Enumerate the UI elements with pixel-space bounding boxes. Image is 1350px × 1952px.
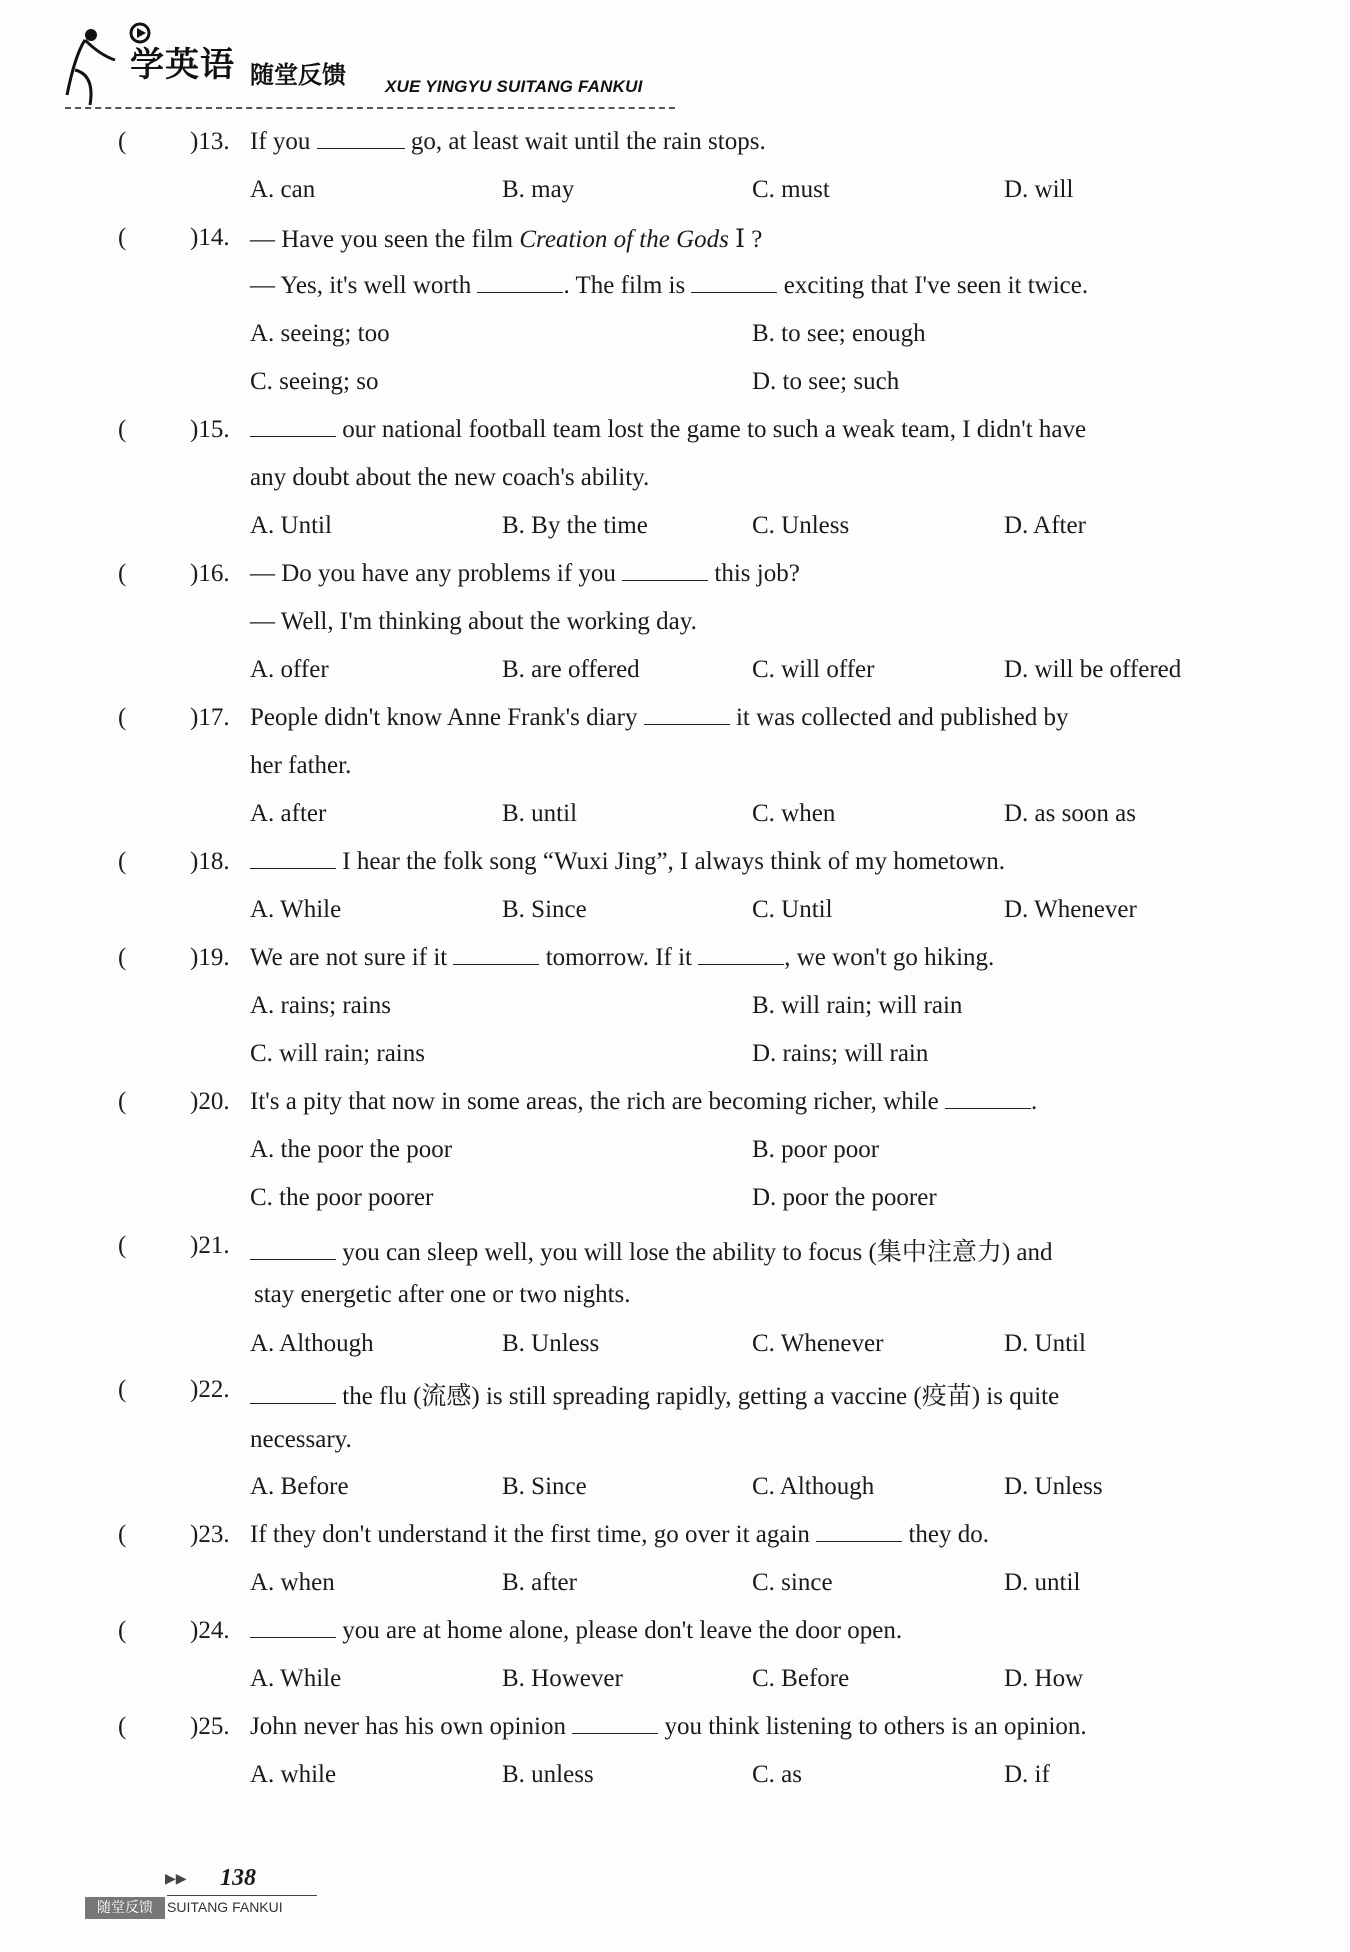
option-c[interactable]: C. as <box>752 1761 802 1788</box>
answer-blank[interactable] <box>250 1383 336 1404</box>
question-stem: If you go, at least wait until the rain stops. <box>250 128 766 155</box>
option-b[interactable]: B. Since <box>502 896 587 923</box>
option-d[interactable]: D. rains; will rain <box>752 1040 929 1067</box>
question-stem: It's a pity that now in some areas, the rich are becoming richer, while . <box>250 1088 1038 1115</box>
option-d[interactable]: D. Until <box>1004 1330 1086 1357</box>
header-pinyin: XUE YINGYU SUITANG FANKUI <box>385 77 643 96</box>
option-b[interactable]: B. may <box>502 176 575 203</box>
question-number: )13. <box>190 128 230 155</box>
option-c[interactable]: C. Unless <box>752 512 850 539</box>
option-a[interactable]: A. Before <box>250 1473 349 1500</box>
option-c[interactable]: C. since <box>752 1569 833 1596</box>
question-number: )17. <box>190 704 230 731</box>
page-header <box>55 15 685 115</box>
answer-paren: ( <box>118 224 127 251</box>
option-c[interactable]: C. Whenever <box>752 1330 884 1357</box>
question-stem-cont: any doubt about the new coach's ability. <box>250 464 650 491</box>
option-a[interactable]: A. rains; rains <box>250 992 391 1019</box>
answer-blank[interactable] <box>477 272 563 293</box>
option-c[interactable]: C. will offer <box>752 656 875 683</box>
header-divider <box>65 107 675 109</box>
question-stem: John never has his own opinion you think listening to others is an opinion. <box>250 1713 1087 1740</box>
option-b[interactable]: B. poor poor <box>752 1136 880 1163</box>
answer-paren: ( <box>118 944 127 971</box>
option-a[interactable]: A. the poor the poor <box>250 1136 453 1163</box>
question-number: )24. <box>190 1617 230 1644</box>
option-b[interactable]: B. after <box>502 1569 577 1596</box>
question-stem: — Have you seen the film Creation of the Gods Ⅰ ? <box>250 226 763 253</box>
answer-blank[interactable] <box>644 704 730 725</box>
answer-paren: ( <box>118 1713 127 1740</box>
question-number: )21. <box>190 1232 230 1259</box>
footer-label-pinyin: SUITANG FANKUI <box>167 1899 283 1915</box>
answer-blank[interactable] <box>698 944 784 965</box>
question-number: )18. <box>190 848 230 875</box>
option-c[interactable]: C. must <box>752 176 830 203</box>
answer-blank[interactable] <box>572 1713 658 1734</box>
option-a[interactable]: A. while <box>250 1761 337 1788</box>
option-c[interactable]: C. will rain; rains <box>250 1040 425 1067</box>
option-b[interactable]: B. unless <box>502 1761 594 1788</box>
answer-blank[interactable] <box>250 1239 336 1260</box>
option-a[interactable]: A. seeing; too <box>250 320 390 347</box>
option-c[interactable]: C. the poor poorer <box>250 1184 434 1211</box>
answer-paren: ( <box>118 128 127 155</box>
option-d[interactable]: D. if <box>1004 1761 1050 1788</box>
question-stem: the flu (流感) is still spreading rapidly, getting a vaccine (疫苗) is quite <box>250 1376 1059 1412</box>
option-d[interactable]: D. as soon as <box>1004 800 1136 827</box>
page-footer <box>85 1865 345 1925</box>
option-a[interactable]: A. offer <box>250 656 329 683</box>
question-number: )16. <box>190 560 230 587</box>
option-d[interactable]: D. How <box>1004 1665 1084 1692</box>
option-b[interactable]: B. Unless <box>502 1330 600 1357</box>
option-c[interactable]: C. Until <box>752 896 833 923</box>
question-stem: People didn't know Anne Frank's diary it was collected and published by <box>250 704 1069 731</box>
question-stem: you can sleep well, you will lose the ability to focus (集中注意力) and <box>250 1232 1053 1268</box>
option-d[interactable]: D. will <box>1004 176 1074 203</box>
answer-paren: ( <box>118 560 127 587</box>
question-number: )25. <box>190 1713 230 1740</box>
option-d[interactable]: D. will be offered <box>1004 656 1182 683</box>
option-a[interactable]: A. While <box>250 1665 342 1692</box>
question-number: )20. <box>190 1088 230 1115</box>
option-c[interactable]: C. seeing; so <box>250 368 379 395</box>
option-d[interactable]: D. Unless <box>1004 1473 1103 1500</box>
option-d[interactable]: D. After <box>1004 512 1086 539</box>
question-stem-cont: her father. <box>250 752 352 779</box>
answer-paren: ( <box>118 704 127 731</box>
answer-paren: ( <box>118 1521 127 1548</box>
option-b[interactable]: B. Since <box>502 1473 587 1500</box>
option-d[interactable]: D. poor the poorer <box>752 1184 937 1211</box>
option-b[interactable]: B. However <box>502 1665 623 1692</box>
option-a[interactable]: A. Until <box>250 512 332 539</box>
question-stem: I hear the folk song “Wuxi Jing”, I always think of my hometown. <box>250 848 1005 876</box>
answer-paren: ( <box>118 1232 127 1259</box>
question-number: )14. <box>190 224 230 251</box>
option-b[interactable]: B. to see; enough <box>752 320 926 347</box>
question-stem: We are not sure if it tomorrow. If it , we won't go hiking. <box>250 944 995 971</box>
option-a[interactable]: A. when <box>250 1569 335 1596</box>
option-b[interactable]: B. By the time <box>502 512 648 539</box>
double-arrow-icon: ▶▶ <box>165 1872 187 1887</box>
option-c[interactable]: C. Before <box>752 1665 850 1692</box>
page-number: 138 <box>220 1865 256 1891</box>
option-a[interactable]: A. can <box>250 176 316 203</box>
answer-blank[interactable] <box>622 560 708 581</box>
question-stem: — Do you have any problems if you this job? <box>250 560 800 587</box>
answer-paren: ( <box>118 416 127 443</box>
question-stem: you are at home alone, please don't leave the door open. <box>250 1617 902 1645</box>
question-stem-line2: — Well, I'm thinking about the working day. <box>250 608 697 635</box>
question-number: )15. <box>190 416 230 443</box>
option-a[interactable]: A. Although <box>250 1330 374 1357</box>
footer-divider <box>167 1895 317 1896</box>
answer-blank[interactable] <box>945 1088 1031 1109</box>
answer-blank[interactable] <box>317 128 405 149</box>
option-d[interactable]: D. until <box>1004 1569 1081 1596</box>
option-d[interactable]: D. Whenever <box>1004 896 1137 923</box>
header-subtitle-cn: 随堂反馈 <box>250 61 346 89</box>
answer-blank[interactable] <box>250 416 336 437</box>
question-stem: If they don't understand it the first time, go over it again they do. <box>250 1521 989 1548</box>
option-b[interactable]: B. are offered <box>502 656 640 683</box>
answer-blank[interactable] <box>816 1521 902 1542</box>
header-title-cn: 学英语 <box>130 45 235 85</box>
answer-blank[interactable] <box>691 272 777 293</box>
question-stem: our national football team lost the game to such a weak team, I didn't have <box>250 416 1086 444</box>
footer-label-cn: 随堂反馈 <box>85 1897 165 1919</box>
option-b[interactable]: B. will rain; will rain <box>752 992 963 1019</box>
option-c[interactable]: C. when <box>752 800 836 827</box>
answer-blank[interactable] <box>250 848 336 869</box>
answer-blank[interactable] <box>250 1617 336 1638</box>
question-number: )23. <box>190 1521 230 1548</box>
question-stem-line2: — Yes, it's well worth . The film is exciting that I've seen it twice. <box>250 272 1089 299</box>
option-b[interactable]: B. until <box>502 800 578 827</box>
answer-paren: ( <box>118 1088 127 1115</box>
question-number: )19. <box>190 944 230 971</box>
option-c[interactable]: C. Although <box>752 1473 875 1500</box>
question-stem-cont: necessary. <box>250 1426 352 1453</box>
answer-paren: ( <box>118 1376 127 1403</box>
answer-paren: ( <box>118 848 127 875</box>
question-stem-cont: stay energetic after one or two nights. <box>254 1281 631 1308</box>
answer-paren: ( <box>118 1617 127 1644</box>
option-d[interactable]: D. to see; such <box>752 368 900 395</box>
answer-blank[interactable] <box>453 944 539 965</box>
option-a[interactable]: A. after <box>250 800 327 827</box>
question-number: )22. <box>190 1376 230 1403</box>
option-a[interactable]: A. While <box>250 896 342 923</box>
